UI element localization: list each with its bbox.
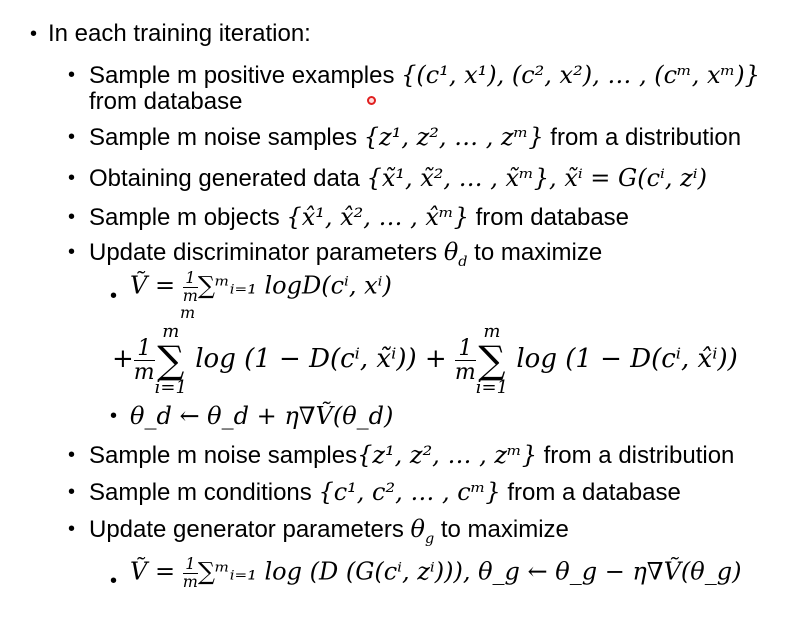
line-text: from database bbox=[468, 204, 630, 231]
bullet: • bbox=[68, 167, 76, 189]
math-expression: ∑ᵐᵢ₌₁ logD(cⁱ, xⁱ) bbox=[197, 271, 392, 300]
fraction-denominator: m bbox=[182, 571, 198, 591]
item-sample-noise-2 bbox=[89, 440, 734, 471]
fraction-numerator: 1 bbox=[455, 337, 476, 361]
cursor-indicator bbox=[367, 96, 376, 105]
line-text: Sample m positive examples bbox=[89, 62, 402, 89]
math-expression: Ṽ = bbox=[130, 557, 183, 586]
theta-symbol: θ bbox=[410, 515, 425, 543]
formula-v-tilde-1 bbox=[130, 270, 392, 305]
line-text: Sample m conditions bbox=[89, 479, 319, 506]
item-sample-objects bbox=[89, 202, 629, 233]
math-expression: Ṽ = bbox=[130, 271, 183, 300]
theta-subscript: d bbox=[458, 253, 468, 270]
math-expression: {z¹, z², … , zᵐ} bbox=[357, 441, 537, 469]
math-expression: θ_d ← θ_d + η∇Ṽ(θ_d) bbox=[130, 402, 394, 430]
stray-m: m bbox=[180, 303, 196, 322]
bullet: • bbox=[68, 518, 76, 540]
bullet: • bbox=[30, 23, 38, 45]
formula-v-tilde-generator bbox=[130, 556, 741, 591]
line-text: from a distribution bbox=[536, 442, 735, 469]
bullet: • bbox=[110, 285, 118, 307]
sum-sigma: ∑ bbox=[478, 338, 506, 383]
fraction-denominator: m bbox=[133, 359, 155, 385]
item-update-generator bbox=[89, 514, 569, 545]
line-text: from a distribution bbox=[543, 124, 742, 151]
plus-sign: + bbox=[112, 344, 134, 374]
heading-training-iteration bbox=[48, 19, 311, 49]
bullet: • bbox=[68, 126, 76, 148]
sum-lower: i=1 bbox=[475, 377, 509, 399]
theta-symbol: θ bbox=[443, 238, 459, 266]
line-text: to maximize bbox=[467, 239, 603, 266]
line-text: Sample m objects bbox=[89, 204, 287, 231]
formula-theta-d-update bbox=[130, 401, 393, 432]
item-sample-positive-cont bbox=[89, 87, 242, 117]
summation bbox=[476, 323, 508, 397]
item-update-discriminator bbox=[89, 237, 602, 268]
line-text: Update discriminator parameters bbox=[89, 239, 444, 266]
math-expression: log (1 − D(cⁱ, x̂ⁱ)) bbox=[508, 344, 738, 374]
bullet: • bbox=[68, 481, 76, 503]
fraction-denominator: m bbox=[182, 285, 198, 305]
math-expression: ∑ᵐᵢ₌₁ log (D (G(cⁱ, zⁱ))), θ_g ← θ_g − η∇Ṽ(θ_g) bbox=[197, 557, 742, 586]
math-expression: {c¹, c², … , cᵐ} bbox=[318, 478, 501, 506]
bullet: • bbox=[68, 206, 76, 228]
sum-sigma: ∑ bbox=[157, 338, 185, 383]
fraction bbox=[455, 337, 476, 384]
item-generated-data bbox=[89, 163, 707, 194]
line-text: Sample m noise samples bbox=[89, 124, 364, 151]
sum-lower: i=1 bbox=[154, 377, 187, 399]
fraction-numerator: 1 bbox=[183, 556, 198, 574]
theta-subscript: g bbox=[424, 530, 435, 547]
fraction bbox=[183, 270, 198, 305]
bullet: • bbox=[110, 570, 118, 592]
formula-v-tilde-2 bbox=[112, 318, 738, 398]
math-expression: {(c¹, x¹), (c², x²), … , (cᵐ, xᵐ)} bbox=[401, 61, 760, 89]
line-text: to maximize bbox=[434, 516, 569, 543]
bullet: • bbox=[68, 64, 76, 86]
bullet: • bbox=[110, 405, 118, 427]
line-text: Obtaining generated data bbox=[89, 165, 367, 192]
line-text: Update generator parameters bbox=[89, 516, 411, 543]
line-text: In each training iteration: bbox=[48, 20, 311, 47]
math-expression: {x̂¹, x̂², … , x̂ᵐ} bbox=[286, 203, 469, 231]
bullet: • bbox=[68, 241, 76, 263]
line-text: from a database bbox=[500, 479, 681, 506]
summation bbox=[155, 323, 187, 397]
fraction-numerator: 1 bbox=[134, 337, 155, 361]
math-expression: {x̃¹, x̃², … , x̃ᵐ}, x̃ⁱ = G(cⁱ, zⁱ) bbox=[366, 164, 707, 192]
fraction bbox=[183, 556, 198, 591]
math-expression: {z¹, z², … , zᵐ} bbox=[363, 123, 544, 151]
item-sample-conditions bbox=[89, 477, 681, 508]
item-sample-noise bbox=[89, 122, 741, 153]
sum-upper: m bbox=[483, 321, 501, 343]
line-text: Sample m noise samples bbox=[89, 442, 358, 469]
line-text: from database bbox=[89, 88, 243, 115]
fraction-numerator: 1 bbox=[183, 270, 198, 288]
fraction bbox=[134, 337, 155, 384]
bullet: • bbox=[68, 444, 76, 466]
fraction-denominator: m bbox=[454, 359, 476, 385]
math-expression: log (1 − D(cⁱ, x̃ⁱ)) + bbox=[186, 344, 455, 374]
sum-upper: m bbox=[162, 321, 180, 343]
